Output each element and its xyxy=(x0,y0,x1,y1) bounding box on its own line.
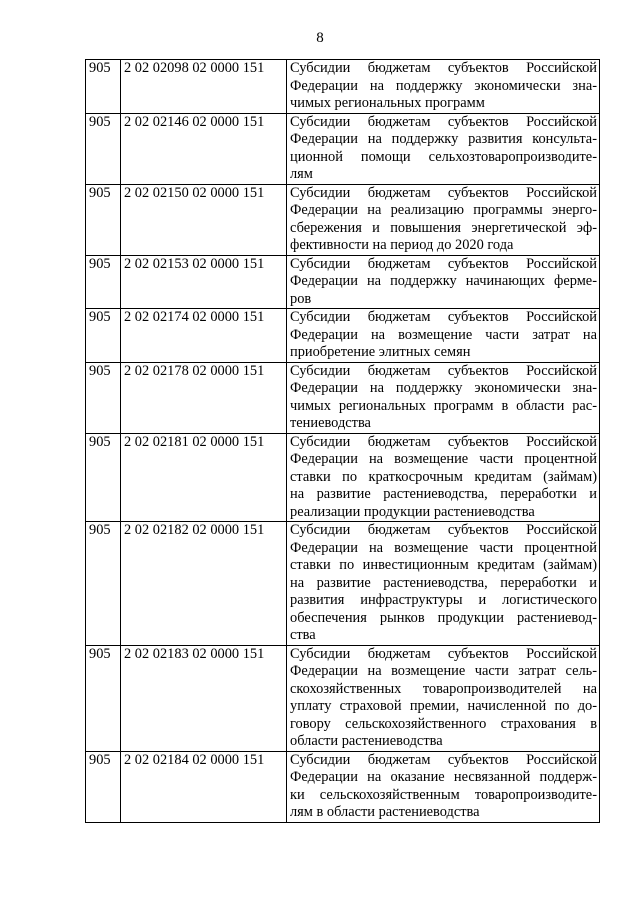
classification-code-cell: 2 02 02146 02 0000 151 xyxy=(121,113,287,184)
description-line: сбережения и повышения энергетической эф- xyxy=(290,219,597,236)
description-line: Субсидии бюджетам субъектов Российской xyxy=(290,113,597,130)
description-line: Федерации на поддержку экономически зна- xyxy=(290,77,597,94)
table-row xyxy=(86,751,600,822)
table-row xyxy=(86,362,600,433)
description-line: Субсидии бюджетам субъектов Российской xyxy=(290,309,597,325)
description-line: Федерации на возмещение части процентной xyxy=(290,451,597,467)
description-line: развития инфраструктуры и логистического xyxy=(290,592,597,608)
classification-code-cell: 2 02 02183 02 0000 151 xyxy=(121,645,287,751)
table-row xyxy=(86,645,600,751)
description-line: Федерации на поддержку экономически зна- xyxy=(290,380,597,396)
description-line: Субсидии бюджетам субъектов Российской xyxy=(290,645,597,662)
description-cell xyxy=(287,255,600,309)
description-line: ства xyxy=(290,627,316,643)
description-line: на развитие растениеводства, переработки и xyxy=(290,486,597,502)
budget-classification-table xyxy=(85,59,600,823)
admin-code-cell: 905 xyxy=(86,113,121,184)
admin-code-cell: 905 xyxy=(86,184,121,255)
description-line: лям в области растениеводства xyxy=(290,804,480,820)
description-line: ционной помощи сельхозтоваропроизводите- xyxy=(290,148,597,165)
description-line: Федерации на реализацию программы энерго- xyxy=(290,202,597,218)
classification-code-cell: 2 02 02178 02 0000 151 xyxy=(121,362,287,433)
description-line: ки сельскохозяйственным товаропроизводите- xyxy=(290,786,597,803)
description-line: Субсидии бюджетам субъектов Российской xyxy=(290,362,597,379)
table-row xyxy=(86,433,600,522)
description-cell xyxy=(287,751,600,822)
admin-code-cell: 905 xyxy=(86,309,121,363)
admin-code-cell: 905 xyxy=(86,255,121,309)
admin-code-cell: 905 xyxy=(86,60,121,114)
table-row xyxy=(86,522,600,646)
classification-code-cell: 2 02 02153 02 0000 151 xyxy=(121,255,287,309)
table-body xyxy=(86,60,600,823)
description-line: приобретение элитных семян xyxy=(290,344,471,360)
description-line: Федерации на поддержку начинающих ферме- xyxy=(290,273,597,289)
admin-code-cell: 905 xyxy=(86,645,121,751)
description-line: Федерации на возмещение части процентной xyxy=(290,539,597,556)
description-line: Субсидии бюджетам субъектов Российской xyxy=(290,184,597,201)
description-line: области растениеводства xyxy=(290,733,443,749)
table-row xyxy=(86,255,600,309)
table-row xyxy=(86,60,600,114)
description-line: на развитие растениеводства, переработки и xyxy=(290,574,597,591)
description-line: ставки по инвестиционным кредитам (займам) xyxy=(290,557,597,573)
table-row xyxy=(86,184,600,255)
description-line: Субсидии бюджетам субъектов Российской xyxy=(290,255,597,272)
description-line: фективности на период до 2020 года xyxy=(290,237,514,253)
classification-code-cell: 2 02 02150 02 0000 151 xyxy=(121,184,287,255)
classification-code-cell: 2 02 02098 02 0000 151 xyxy=(121,60,287,114)
page-number: 8 xyxy=(316,30,324,46)
description-cell xyxy=(287,645,600,751)
description-line: обеспечения рынков продукции растениевод- xyxy=(290,609,597,626)
admin-code-cell: 905 xyxy=(86,433,121,522)
description-line: ров xyxy=(290,290,312,307)
description-line: реализации продукции растениеводства xyxy=(290,503,535,520)
description-cell xyxy=(287,60,600,114)
table-row xyxy=(86,113,600,184)
description-line: лям xyxy=(290,166,313,182)
classification-code-cell: 2 02 02184 02 0000 151 xyxy=(121,751,287,822)
description-line: Федерации на возмещение части затрат на xyxy=(290,326,597,343)
description-line: Субсидии бюджетам субъектов Российской xyxy=(290,751,597,768)
description-line: скохозяйственных товаропроизводителей на xyxy=(290,680,597,697)
description-line: Субсидии бюджетам субъектов Российской xyxy=(290,433,597,450)
description-line: ставки по краткосрочным кредитам (займам) xyxy=(290,468,597,485)
description-cell xyxy=(287,113,600,184)
classification-code-cell: 2 02 02174 02 0000 151 xyxy=(121,309,287,363)
description-line: Субсидии бюджетам субъектов Российской xyxy=(290,522,597,538)
admin-code-cell: 905 xyxy=(86,362,121,433)
description-line: чимых региональных программ xyxy=(290,95,485,111)
table-row xyxy=(86,309,600,363)
description-line: Субсидии бюджетам субъектов Российской xyxy=(290,60,597,76)
description-line: уплату страховой премии, начисленной по до- xyxy=(290,698,597,714)
admin-code-cell: 905 xyxy=(86,751,121,822)
classification-code-cell: 2 02 02181 02 0000 151 xyxy=(121,433,287,522)
description-line: чимых региональных программ в области рас- xyxy=(290,397,597,414)
description-cell xyxy=(287,362,600,433)
admin-code-cell: 905 xyxy=(86,522,121,646)
description-line: Федерации на возмещение части затрат сель- xyxy=(290,663,597,679)
description-line: говору сельскохозяйственного страхования в xyxy=(290,715,597,732)
description-line: тениеводства xyxy=(290,415,371,431)
description-line: Федерации на поддержку развития консульта- xyxy=(290,131,597,147)
classification-code-cell: 2 02 02182 02 0000 151 xyxy=(121,522,287,646)
description-cell xyxy=(287,433,600,522)
description-cell xyxy=(287,184,600,255)
description-cell xyxy=(287,522,600,646)
description-cell xyxy=(287,309,600,363)
description-line: Федерации на оказание несвязанной поддерж- xyxy=(290,769,597,785)
